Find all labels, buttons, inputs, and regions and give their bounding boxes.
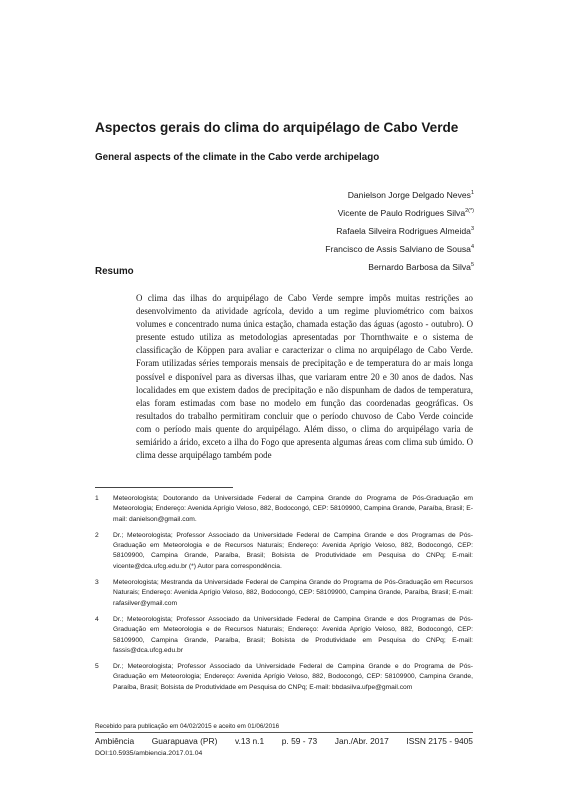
journal-name: Ambiência	[95, 736, 135, 746]
footnote-text: Meteorologista; Mestranda da Universidade Federal de Campina Grande do Programa de Pós-Graduação em Recursos Naturais; Endereço: Avenida Aprígio Veloso, 882, Bodocongó, CEP: 58109900, Campina Grande, Paraíba, Brasil; E-mail: rafasilver@ymail.com	[113, 579, 473, 607]
author-mark: 1	[470, 190, 474, 196]
author-name: Danielson Jorge Delgado Neves	[347, 189, 471, 200]
author-4	[325, 239, 474, 257]
footnote-list	[95, 494, 473, 699]
footnote-number: 3	[95, 579, 99, 587]
author-3	[325, 221, 474, 239]
journal-info	[95, 736, 473, 746]
author-5	[325, 257, 474, 275]
author-2	[325, 203, 474, 221]
abstract-text: O clima das ilhas do arquipélago de Cabo Verde sempre impôs muitas restrições ao desenvolvimento da atividade agrícola, devido a um regime pluviométrico com baixos volumes e concentrado numa única estação, chamada estação das águas (agosto - outubro). O presente estudo utiliza as metodologias apresentadas por Thornthwaite e o sistema de classificação de Köppen para avaliar e caracterizar o clima no arquipélago de Cabo Verde. Foram utilizadas séries temporais mensais de precipitação e de temperatura do ar mais longa possível e disponível para as diversas ilhas, que variaram entre 20 e 30 anos de dados. Nas localidades em que existem dados de precipitação e não dispunham de dados de temperatura, elas foram estimadas com base no modelo em função das coordenadas geográficas. Os resultados do trabalho permitiram concluir que o período chuvoso de Cabo Verde coincide com o período mais quente do arquipélago. Além disso, o clima do arquipélago varia de semiárido a árido, exceto a ilha do Fogo que apresenta algumas áreas com clima sub úmido. O clima desse arquipélago também pode	[136, 293, 473, 461]
footnote-text: Meteorologista; Doutorando da Universidade Federal de Campina Grande do Programa de Pós-Graduação em Meteorologia; Endereço: Avenida Aprígio Veloso, 882, Bodocongó, CEP: 58109900, Campina Grande, Paraíba, Brasil; E-mail: danielson@gmail.com.	[113, 495, 473, 523]
footnote-text: Dr.; Meteorologista; Professor Associado da Universidade Federal de Campina Grande e dos Programas de Pós-Graduação em Meteorologia e de Recursos Naturais; Endereço: Avenida Aprígio Veloso, 882, Bodocongó, CEP: 58109900, Campina Grande, Paraíba, Brasil; Bolsista de Produtividade em Pesquisa do CNPq; E-mail: vicente@dca.ufcg.edu.br (*) Autor para correspondência.	[113, 531, 473, 570]
article-title: Aspectos gerais do clima do arquipélago de Cabo Verde	[95, 120, 459, 135]
journal-divider	[95, 732, 473, 733]
journal-city: Guarapuava (PR)	[151, 736, 218, 746]
footnote	[95, 615, 473, 656]
author-mark: 5	[470, 261, 474, 268]
footnote-text: Dr.; Meteorologista; Professor Associado da Universidade Federal de Campina Grande e do Programa de Pós-Graduação em Meteorologia; Endereço: Avenida Aprígio Veloso, 882, Bodocongó, CEP: 58109900, Campina Grande, Paraíba, Brasil; Bolsista de Produtividade em Pesquisa do CNPq; E-mail: bbdasilva.ufpe@gmail.com	[113, 663, 473, 691]
footnote	[95, 494, 473, 525]
doi: DOI:10.5935/ambiencia.2017.01.04	[95, 750, 203, 757]
journal-date: Jan./Abr. 2017	[334, 736, 389, 746]
author-name: Rafaela Silveira Rodrigues Almeida	[336, 225, 471, 236]
footnote	[95, 531, 473, 572]
author-1	[325, 185, 474, 203]
footnote-text: Dr.; Meteorologista; Professor Associado da Universidade Federal de Campina Grande e dos Programas de Pós-Graduação em Meteorologia e de Recursos Naturais; Endereço: Avenida Aprígio Veloso, 882, Bodocongó, CEP: 58109900, Campina Grande, Paraíba, Brasil; Bolsista de Produtividade em Pesquisa do CNPq; E-mail: fassis@dca.ufcg.edu.br	[113, 615, 473, 654]
author-mark: 3	[470, 225, 474, 232]
author-list	[325, 185, 474, 275]
footnote-divider	[95, 487, 233, 488]
journal-pages: p. 59 - 73	[281, 736, 318, 746]
footnote	[95, 662, 473, 693]
author-mark: 2(*)	[465, 207, 474, 214]
abstract-heading: Resumo	[95, 266, 134, 277]
footnote-number: 4	[95, 615, 99, 623]
author-name: Francisco de Assis Salviano de Sousa	[325, 243, 471, 254]
footnote-number: 1	[95, 495, 99, 502]
journal-issn: ISSN 2175 - 9405	[406, 736, 473, 746]
author-name: Bernardo Barbosa da Silva	[368, 261, 471, 272]
footnote-number: 5	[95, 663, 99, 671]
author-mark: 4	[470, 243, 474, 250]
article-subtitle: General aspects of the climate in the Cabo verde archipelago	[95, 152, 380, 163]
received-date: Recebido para publicação em 04/02/2015 e aceito em 01/06/2016	[95, 723, 280, 730]
footnote	[95, 578, 473, 609]
footnote-number: 2	[95, 531, 99, 539]
journal-volume: v.13 n.1	[234, 736, 265, 746]
author-name: Vicente de Paulo Rodrigues Silva	[337, 207, 466, 218]
